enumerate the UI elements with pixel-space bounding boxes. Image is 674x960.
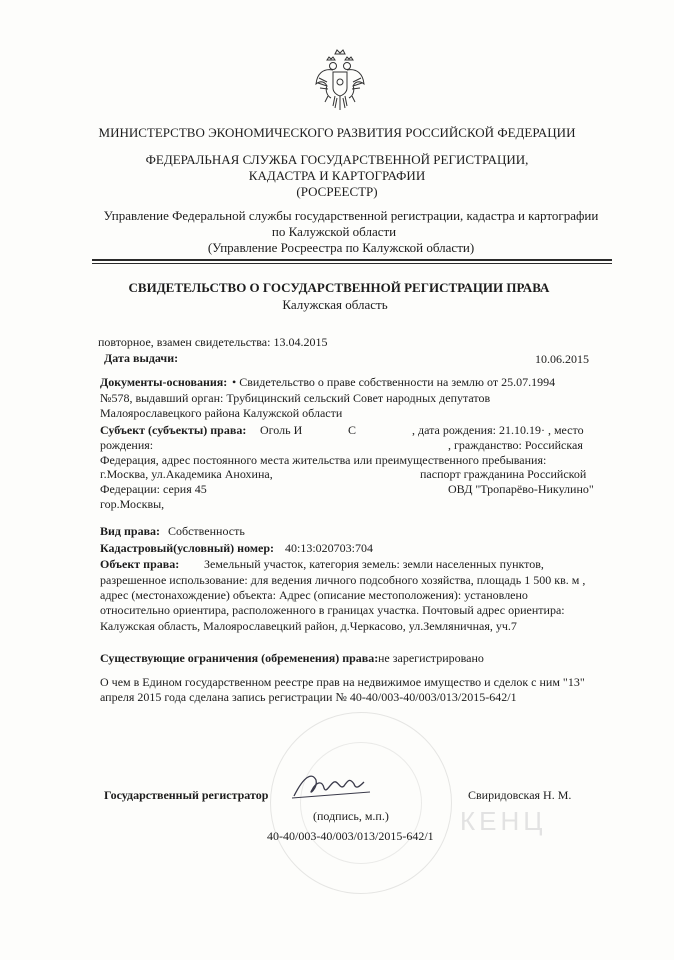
right-kind-label: Вид права: [100,524,161,538]
right-kind-value: Собственность [168,524,245,538]
object-line3: адрес (местонахождение) объекта: Адрес (описание местоположения): установлено [100,588,528,602]
repeat-note: повторное, взамен свидетельства: 13.04.2015 [98,335,328,349]
subject-birth-date: , дата рождения: 21.10.19· , место [412,423,584,437]
record-line2: апреля 2015 года сделана запись регистрации № 40-40/003-40/003/013/2015-642/1 [100,690,517,704]
documents-line2: №578, выдавший орган: Трубицинский сельский Совет народных депутатов [100,391,491,405]
object-line5: Калужская область, Малоярославецкий район, д.Черкасово, ул.Земляничная, уч.7 [100,619,517,633]
subject-passport-series: Федерации: серия 45 [100,482,207,496]
subject-issuer-city: гор.Москвы, [100,497,165,511]
cadastral-number-value: 40:13:020703:704 [285,541,374,555]
service-heading-line3: (РОСРЕЕСТР) [296,184,378,199]
record-line1: О чем в Едином государственном реестре прав на недвижимое имущество и сделок с ним "13" [100,675,585,689]
documents-line1: • Свидетельство о праве собственности на землю от 25.07.1994 [232,375,556,389]
subject-label: Субъект (субъекты) права: [100,423,247,437]
ministry-heading: МИНИСТЕРСТВО ЭКОНОМИЧЕСКОГО РАЗВИТИЯ РОССИЙСКОЙ ФЕДЕРАЦИИ [98,125,576,140]
subject-initial: С [348,423,357,437]
header-divider-thin [92,263,612,264]
subject-citizenship: , гражданство: Российская [448,438,583,452]
documents-line3: Малоярославецкого района Калужской области [100,406,343,420]
subject-name: Оголь И [260,423,303,437]
issue-date-value: 10.06.2015 [535,352,589,366]
object-line1: Земельный участок, категория земель: земли населенных пунктов, [204,557,544,571]
registrar-label: Государственный регистратор [104,788,269,802]
object-label: Объект права: [100,557,180,571]
issue-date-label: Дата выдачи: [104,351,179,365]
object-line4: относительно ориентира, расположенного в границах участка. Почтовый адрес ориентира: [100,603,565,617]
office-line2: по Калужской области [271,224,397,239]
header-divider [92,259,612,261]
subject-address-line: Федерация, адрес постоянного места жительства или преимущественного пребывания: [100,453,547,467]
service-heading-line1: ФЕДЕРАЛЬНАЯ СЛУЖБА ГОСУДАРСТВЕННОЙ РЕГИСТРАЦИИ, [145,152,529,167]
service-heading-line2: КАДАСТРА И КАРТОГРАФИИ [248,168,426,183]
signature-caption: (подпись, м.п.) [313,809,389,823]
registration-number: 40-40/003-40/003/013/2015-642/1 [267,829,434,843]
documents-label: Документы-основания: [100,375,228,389]
office-line1: Управление Федеральной службы государственной регистрации, кадастра и картографии [103,208,599,223]
object-line2: разрешенное использование: для ведения личного подсобного хозяйства, площадь 1 500 кв. м , [100,573,586,587]
document-title: СВИДЕТЕЛЬСТВО О ГОСУДАРСТВЕННОЙ РЕГИСТРАЦИИ ПРАВА [128,280,550,295]
subject-passport-issuer: ОВД "Тропарёво-Никулино" [448,482,594,496]
coat-of-arms-emblem [313,48,367,118]
registrar-name: Свиридовская Н. М. [468,788,572,802]
subject-passport: паспорт гражданина Российской [420,467,587,481]
stamp-watermark-text: КЕНЦ [460,806,547,836]
encumbrances-value: не зарегистрировано [378,651,484,665]
encumbrances-label: Существующие ограничения (обременения) права: [100,651,379,665]
document-region: Калужская область [282,297,388,312]
subject-city: г.Москва, ул.Академика Анохина, [100,467,273,481]
registrar-signature [290,766,376,806]
office-line3: (Управление Росреестра по Калужской области) [207,240,475,255]
subject-birthplace-label: рождения: [100,438,154,452]
cadastral-number-label: Кадастровый(условный) номер: [100,541,275,555]
